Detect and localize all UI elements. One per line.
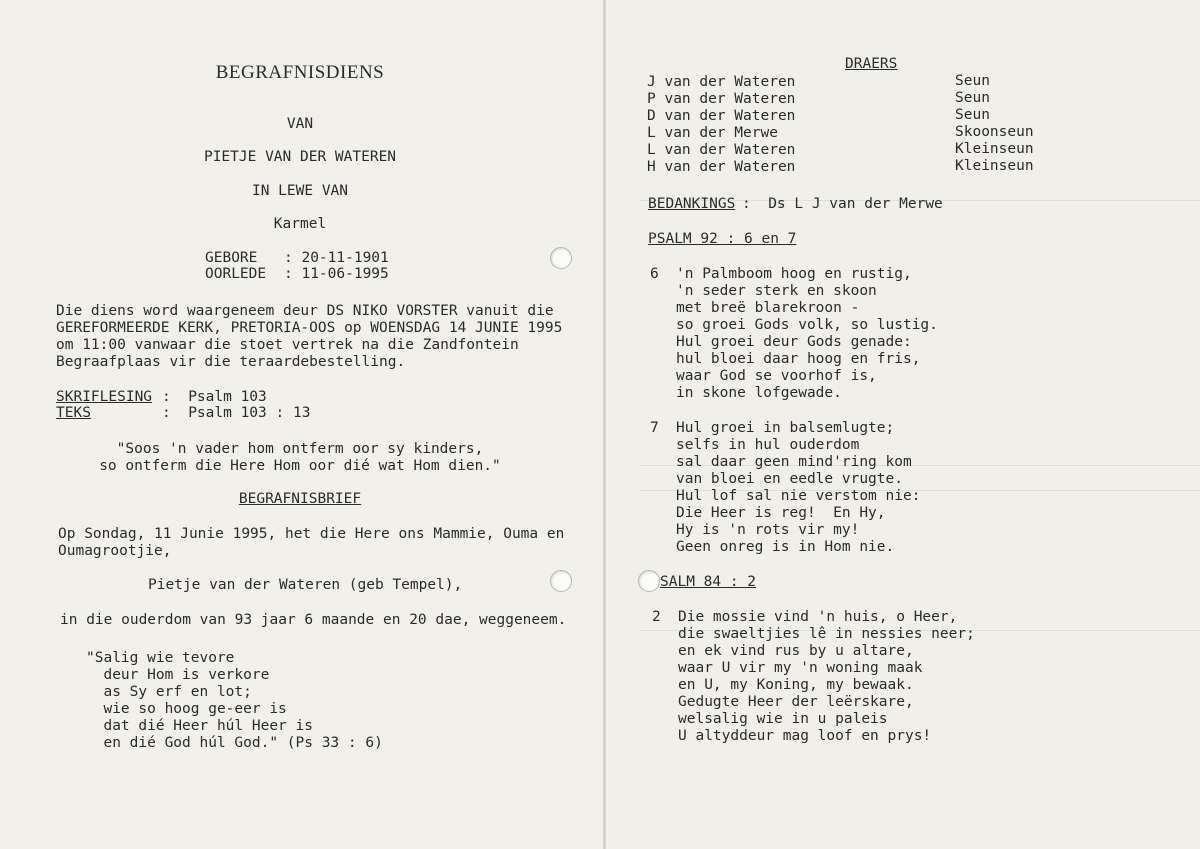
draer-name: L van der Wateren	[647, 142, 796, 158]
poem-line: wie so hoog ge-eer is	[86, 701, 287, 717]
van-label: VAN	[286, 116, 314, 132]
service-line: Begraafplaas vir die teraardebestelling.	[56, 354, 406, 370]
verse-7	[676, 420, 920, 556]
verse-line: selfs in hul ouderdom	[676, 437, 860, 453]
verse-line: U altyddeur mag loof en prys!	[678, 728, 932, 744]
draer-name: P van der Wateren	[647, 91, 796, 107]
place: Karmel	[273, 216, 327, 232]
verse-line: so groei Gods volk, so lustig.	[676, 317, 938, 333]
draer-relation: Seun	[955, 73, 990, 89]
draer-relation: Kleinseun	[955, 158, 1034, 174]
poem-line: deur Hom is verkore	[86, 667, 270, 683]
verse-line: Hy is 'n rots vir my!	[676, 522, 860, 538]
verse-line: waar U vir my 'n woning maak	[678, 660, 923, 676]
verse-line: sal daar geen mind'ring kom	[676, 454, 912, 470]
verse-number: 7	[650, 420, 659, 436]
verse-6	[676, 266, 938, 402]
draer-relation: Seun	[955, 107, 990, 123]
verse-line: waar God se voorhof is,	[676, 368, 877, 384]
verse-number: 6	[650, 266, 659, 282]
verse-line: in skone lofgewade.	[676, 385, 842, 401]
letter-line: Oumagrootjie,	[58, 543, 172, 559]
service-line: Die diens word waargeneem deur DS NIKO VORSTER vanuit die	[56, 303, 554, 319]
verse-line: Hul lof sal nie verstom nie:	[676, 488, 921, 504]
poem-line: en dié God húl God." (Ps 33 : 6)	[86, 735, 383, 751]
born-date: 20-11-1901	[301, 250, 389, 266]
in-lewe-van-label: IN LEWE VAN	[251, 183, 349, 199]
skriflesing-ref: Psalm 103	[188, 389, 267, 405]
draer-name: H van der Wateren	[647, 159, 796, 175]
draers-heading: DRAERS	[845, 56, 898, 72]
teks-label: TEKS	[56, 405, 91, 421]
poem	[86, 650, 383, 752]
teks-value: : Psalm 103 : 13	[162, 405, 311, 421]
deceased-name: PIETJE VAN DER WATEREN	[203, 149, 397, 165]
draers-relations	[955, 73, 1034, 175]
page-fold	[603, 0, 606, 849]
born-value: : 20-11-1901	[284, 250, 389, 266]
verse-line: Gedugte Heer der leërskare,	[678, 694, 914, 710]
verse-number: 2	[652, 609, 661, 625]
verse-line: Hul groei in balsemlugte;	[676, 420, 895, 436]
service-line: GEREFORMEERDE KERK, PRETORIA-OOS op WOENSDAG 14 JUNIE 1995	[56, 320, 563, 336]
quote	[60, 441, 540, 475]
bedankings-label: BEDANKINGS	[648, 196, 736, 212]
verse-line: van bloei en eedle vrugte.	[676, 471, 903, 487]
verse-line: 'n Palmboom hoog en rustig,	[676, 266, 912, 282]
document-title: BEGRAFNISDIENS	[215, 62, 385, 83]
verse-line: Geen onreg is in Hom nie.	[676, 539, 895, 555]
verse-line: met breë blarekroon -	[676, 300, 860, 316]
draer-name: D van der Wateren	[647, 108, 796, 124]
bedankings-value: : Ds L J van der Merwe	[742, 196, 943, 212]
letter-age: in die ouderdom van 93 jaar 6 maande en 20 dae, weggeneem.	[60, 612, 567, 628]
draer-relation: Kleinseun	[955, 141, 1034, 157]
draer-name: J van der Wateren	[647, 74, 796, 90]
poem-line: as Sy erf en lot;	[86, 684, 252, 700]
poem-line: "Salig wie tevore	[86, 650, 235, 666]
quote-line: "Soos 'n vader hom ontferm oor sy kinders,	[116, 441, 484, 457]
born-label: GEBORE	[205, 250, 258, 266]
letter-name: Pietje van der Wateren (geb Tempel),	[148, 577, 463, 593]
verse-line: 'n seder sterk en skoon	[676, 283, 877, 299]
draers-names	[647, 74, 795, 176]
teks-ref: Psalm 103 : 13	[188, 405, 311, 421]
punch-hole	[550, 570, 572, 592]
psalm-92-heading: PSALM 92 : 6 en 7	[648, 231, 797, 247]
psalm-84-heading: SALM 84 : 2	[660, 574, 757, 590]
verse-2	[678, 609, 975, 745]
verse-line: en U, my Koning, my bewaak.	[678, 677, 914, 693]
draer-relation: Skoonseun	[955, 124, 1034, 140]
draer-relation: Seun	[955, 90, 990, 106]
draer-name: L van der Merwe	[647, 125, 778, 141]
died-date: 11-06-1995	[301, 266, 389, 282]
died-label: OORLEDE	[205, 266, 267, 282]
verse-line: Hul groei deur Gods genade:	[676, 334, 912, 350]
letter-line: Op Sondag, 11 Junie 1995, het die Here ons Mammie, Ouma en	[58, 526, 565, 542]
verse-line: welsalig wie in u paleis	[678, 711, 888, 727]
punch-hole	[550, 247, 572, 269]
begrafnisbrief-heading: BEGRAFNISBRIEF	[238, 491, 362, 507]
punch-hole	[638, 570, 660, 592]
verse-line: hul bloei daar hoog en fris,	[676, 351, 921, 367]
quote-line: so ontferm die Here Hom oor dié wat Hom dien."	[99, 458, 501, 474]
verse-line: Die mossie vind 'n huis, o Heer,	[678, 609, 958, 625]
verse-line: en ek vind rus by u altare,	[678, 643, 914, 659]
verse-line: Die Heer is reg! En Hy,	[676, 505, 886, 521]
service-line: om 11:00 vanwaar die stoet vertrek na die Zandfontein	[56, 337, 519, 353]
service-paragraph	[56, 303, 562, 371]
poem-line: dat dié Heer húl Heer is	[86, 718, 313, 734]
verse-line: die swaeltjies lê in nessies neer;	[678, 626, 975, 642]
skriflesing-value: : Psalm 103	[162, 389, 267, 405]
skriflesing-label: SKRIFLESING	[56, 389, 153, 405]
died-value: : 11-06-1995	[284, 266, 389, 282]
